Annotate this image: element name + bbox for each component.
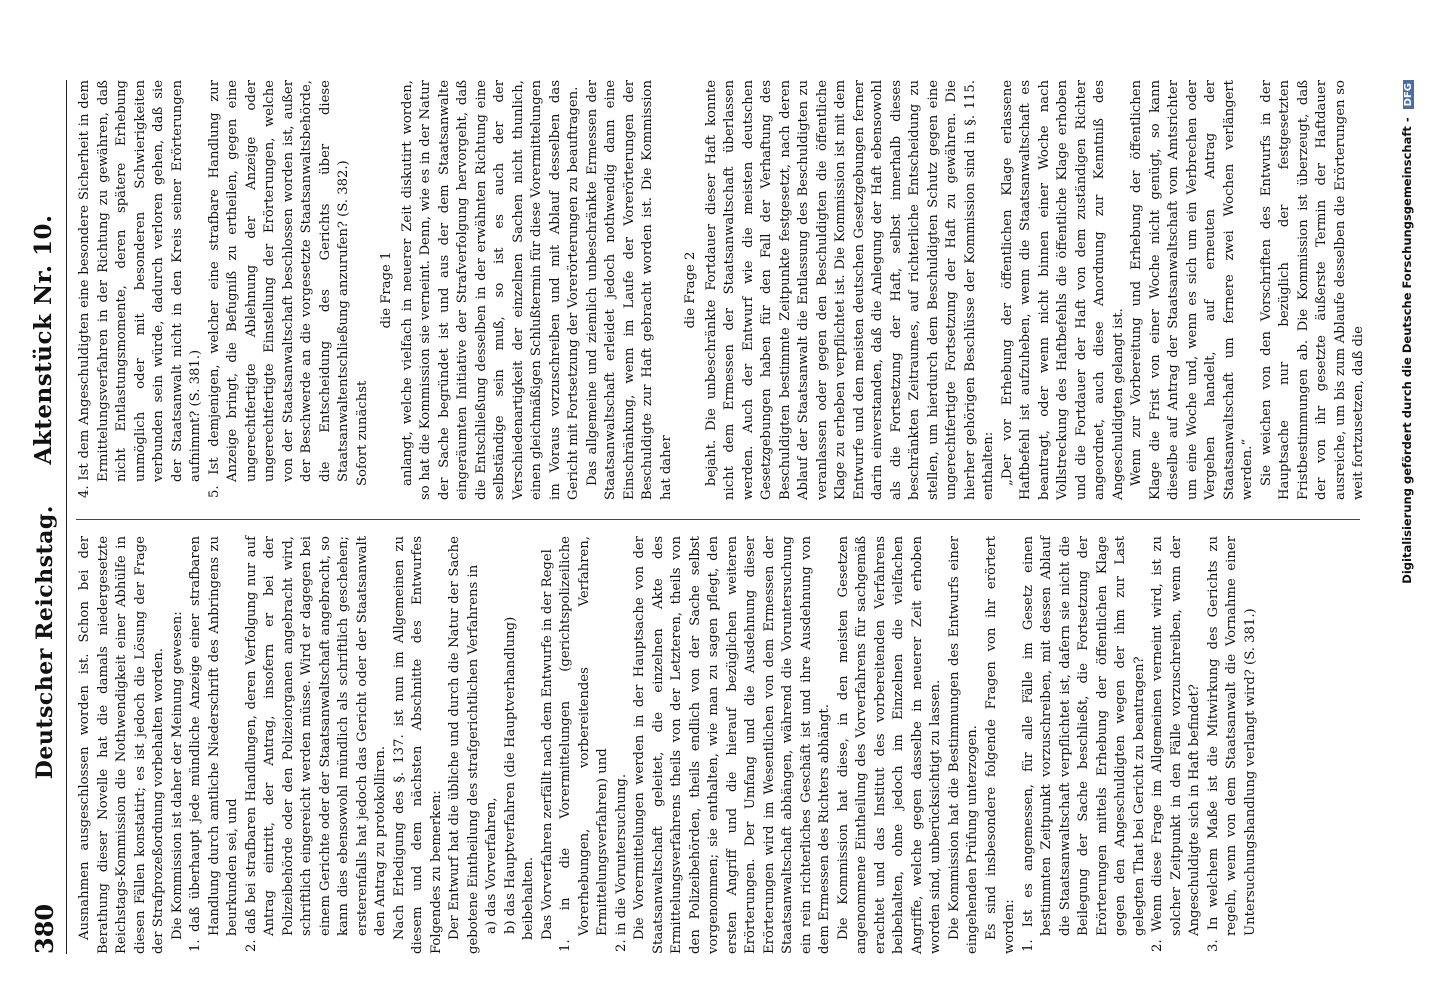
- paragraph: b) das Hauptverfahren (die Hauptverhandlung): [502, 616, 518, 934]
- paragraph: Sie weichen von den Vorschriften des Entwurfs in der Hauptsache nur bezüglich der festgesetzten Fristbestimmungen ab. Die Kommission ist überzeugt, daß der von ihr gesetzte äußerste Termin der Haftdauer ausreiche, um bis zum Ablaufe desselben die Erörterungen so weit fortzusetzen, daß die: [1258, 80, 1366, 500]
- paragraph: anlangt, welche vielfach in neuerer Zeit diskutirt worden, so hat die Kommission sie verneint. Denn, wie es in der Natur der Sache begründet ist und aus der dem Staatsanwalte eingeräumten Initiative der Strafverfolgung hervorgeht, daß die Entschließung desselben in der erwähnten Richtung eine selbständige sein muß, so ist es auch der der Verschiedenartigkeit der einzelnen Sachen nicht thunlich, einen gleichmäßigen Schlußtermin für diese Vorermittelungen im Voraus vorzuschreiben und mit Ablauf desselben das Gericht mit Fortsetzung der Vorerörterungen zu beauftragen.: [399, 80, 581, 500]
- paragraph: Die Vorermittelungen werden in der Hauptsache von der Staatsanwaltschaft geleitet, die einzelnen Akte des Ermittelungsverfahrens theils von der Letzteren, theils von den Polizeibehörden, theils endlich von der Sache selbst vorgenommen; sie enthalten, wie man zu sagen pflegt, den ersten Angriff und die hierauf bezüglichen weiteren Erörterungen. Der Umfang und die Ausdehnung dieser Erörterungen wird im Wesentlichen von dem Ermessen der Staatsanwaltschaft abhängen, während die Voruntersuchung ein rein richterliches Geschäft ist und ihre Ausdehnung von dem Ermessen des Richters abhängt.: [632, 536, 832, 954]
- page-number: 380: [30, 903, 59, 954]
- running-title-left: Deutscher Reichstag.: [32, 505, 58, 780]
- paragraph: beibehalten.: [521, 856, 536, 940]
- credit-text: Digitalisierung gefördert durch die Deutsche Forschungsgemeinschaft -: [1400, 117, 1414, 584]
- paragraph: 5. Ist demjenigen, welcher eine strafbare Handlung zur Anzeige bringt, die Befugniß zu ertheilen, gegen eine ungerechtfertigte Ablehnung der Anzeige oder ungerechtfertigte Einstellung der Erörterungen, welche von der Staatsanwaltschaft beschlossen worden ist, außer der Beschwerde an die vorgesetzte Staatsanwaltsbehörde, die Entscheidung des Gerichts über diese Staatsanwaltentschließung anzurufen? (S. 382.): [206, 80, 351, 498]
- paragraph: Die Kommission hat diese, in den meisten Gesetzen angenommene Eintheilung des Vorverfahrens für sachgemäß erachtet und das Institut des vorbereitenden Verfahrens beibehalten, ohne jedoch im Einzelnen die vielfachen Angriffe, welche gegen dasselbe in neuerer Zeit erhoben worden sind, unberücksichtigt zu lassen.: [835, 536, 943, 954]
- running-title-right: Aktenstück Nr. 10.: [30, 214, 57, 465]
- paragraph: 1. daß überhaupt jede mündliche Anzeige einer strafbaren Handlung durch amtliche Niederschrift des Anbringens zu beurkunden sei, und: [188, 536, 240, 952]
- paragraph: Die Kommission hat die Bestimmungen des Entwurfs einer eingehenden Prüfung unterzogen.: [946, 536, 980, 954]
- paragraph: 1. in die Vorermittelungen (gerichtspolizeiliche Vorerhebungen, vorbereitendes Verfahren, Ermittelungsverfahren) und: [558, 536, 610, 952]
- paragraph: 1. Ist es angemessen, für alle Fälle im Gesetz einen bestimmten Zeitpunkt vorzuschreiben, mit dessen Ablauf die Staatsanwaltschaft verpflichtet ist, dafern sie nicht die Beilegung der Sache beschließt, die Fortsetzung der Erörterungen mittels Erhebung der öffentlichen Klage gegen den Angeschuldigten wegen der ihm zur Last gelegten That bei Gericht zu beantragen?: [1020, 536, 1147, 952]
- paragraph: 4. Ist dem Angeschuldigten eine besondere Sicherheit in dem Ermittelungsverfahren in der Richtung zu gewähren, daß nicht Entlastungsmomente, deren spätere Erhebung unmöglich oder mit besonderen Schwierigkeiten verbunden sein würde, dadurch verloren gehen, daß sie der Staatsanwalt nicht in den Kreis seiner Erörterungen aufnimmt? (S. 381.): [77, 80, 203, 498]
- text-column-left: [76, 536, 1360, 954]
- paragraph: Die Kommission ist daher der Meinung gewesen:: [169, 611, 185, 940]
- paragraph: Das Vorverfahren zerfällt nach dem Entwurfe in der Regel: [539, 549, 555, 940]
- paragraph: Sofort zunächst: [354, 380, 370, 486]
- paragraph: „Der vor Erhebung der öffentlichen Klage erlassene Haftbefehl ist aufzuheben, wenn die Staatsanwaltschaft es beantragt, oder wenn nicht binnen einer Woche nach Vollstreckung des Haftbefehls die öffentliche Klage erhoben und die Fortdauer der Haft von dem zuständigen Richter angeordnet, auch diese Anordnung zur Kenntniß des Angeschuldigten gelangt ist.: [999, 80, 1126, 500]
- paragraph: Der Entwurf hat die übliche und durch die Natur der Sache gebotene Eintheilung des strafgerichtlichen Verfahrens in: [447, 536, 481, 954]
- paragraph: Nach Erledigung des §. 137. ist nun im Allgemeinen zu diesem und dem nächsten Abschnitte des Entwurfes Folgendes zu bemerken:: [391, 536, 444, 954]
- dfg-logo: DFG: [1403, 80, 1414, 109]
- paragraph: 3. In welchem Maße ist die Mitwirkung des Gerichts zu regeln, wenn von dem Staatsanwalt die Vornahme einer Untersuchungshandlung verlangt wird? (S. 381.): [1205, 536, 1258, 952]
- paragraph: a) das Vorverfahren,: [484, 797, 499, 934]
- paragraph: Das allgemeine und ziemlich unbeschränkte Ermessen der Staatsanwaltschaft erleidet jedoch nothwendig dann eine Einschränkung, wenn im Laufe der Vorerörterungen der Beschuldigte zur Haft gebracht worden ist. Die Kommission hat daher: [584, 80, 674, 500]
- paragraph: Ausnahmen ausgeschlossen worden ist. Schon bei der Berathung dieser Novelle hat die damals niedergesetzte Reichstags-Kommission die Nothwendigkeit einer Abhülfe in diesen Fällen konstatirt; es ist jedoch die Lösung der Frage der Strafprozeßordnung vorbehalten worden.: [77, 536, 166, 954]
- paragraph: Es sind insbesondere folgende Fragen von ihr erörtert worden:: [983, 536, 1017, 954]
- paragraph: Wenn zur Vorbereitung und Erhebung der öffentlichen Klage die Frist von einer Woche nicht genügt, so kann dieselbe auf Antrag der Staatsanwaltschaft vom Amtsrichter um eine Woche und, wenn es sich um ein Verbrechen oder Vergehen handelt, auf erneuten Antrag der Staatsanwaltschaft um fernere zwei Wochen verlängert werden.“: [1129, 80, 1255, 500]
- section-heading: die Frage 1: [379, 251, 394, 329]
- section-heading: die Frage 2: [683, 251, 698, 329]
- column-divider: [76, 519, 1360, 520]
- digitization-credit: [1400, 80, 1414, 940]
- text-column-right: [76, 80, 1366, 500]
- paragraph: bejaht. Die unbeschränkte Fortdauer dieser Haft konnte nicht dem Ermessen der Staatsanwaltschaft überlassen werden. Auch der Entwurf wie die meisten deutschen Gesetzgebungen haben für den Fall der Verhaftung des Beschuldigten bestimmte Zeitpunkte festgesetzt, nach deren Ablauf der Staatsanwalt die Entlassung des Beschuldigten zu veranlassen oder gegen den Beschuldigten die öffentliche Klage zu erheben verpflichtet ist. Die Kommission ist mit dem Entwurfe und den meisten deutschen Gesetzgebungen ferner darin einverstanden, daß die Anlegung der Haft ebensowohl als die Fortsetzung der Haft, selbst innerhalb dieses beschränkten Zeitraumes, auf richterliche Entscheidung zu stellen, um hierdurch dem Beschuldigten Schutz gegen eine ungerechtfertigte Fortsetzung der Haft zu gewähren. Die hierher gehörigen Beschlüsse der Kommission sind in §. 115. enthalten:: [703, 80, 996, 500]
- page-header: [24, 80, 67, 954]
- paragraph: 2. daß bei strafbaren Handlungen, deren Verfolgung nur auf Antrag eintritt, der Antrag, insofern er bei der Polizeibehörde oder den Polizeiorganen angebracht wird, schriftlich eingereicht werden müsse. Wird er dagegen bei einem Gerichte oder der Staatsanwaltschaft angebracht, so kann dies ebensowohl mündlich als schriftlich geschehen; ersterenfalls hat jedoch das Gericht oder der Staatsanwalt den Antrag zu protokolliren.: [243, 536, 388, 952]
- paragraph: 2. Wenn diese Frage im Allgemeinen verneint wird, ist zu solcher Zeitpunkt in den Fälle vorzuschreiben, wenn der Angeschuldigte sich in Haft befindet?: [1150, 536, 1202, 952]
- paragraph: 2. in die Voruntersuchung.: [613, 773, 629, 952]
